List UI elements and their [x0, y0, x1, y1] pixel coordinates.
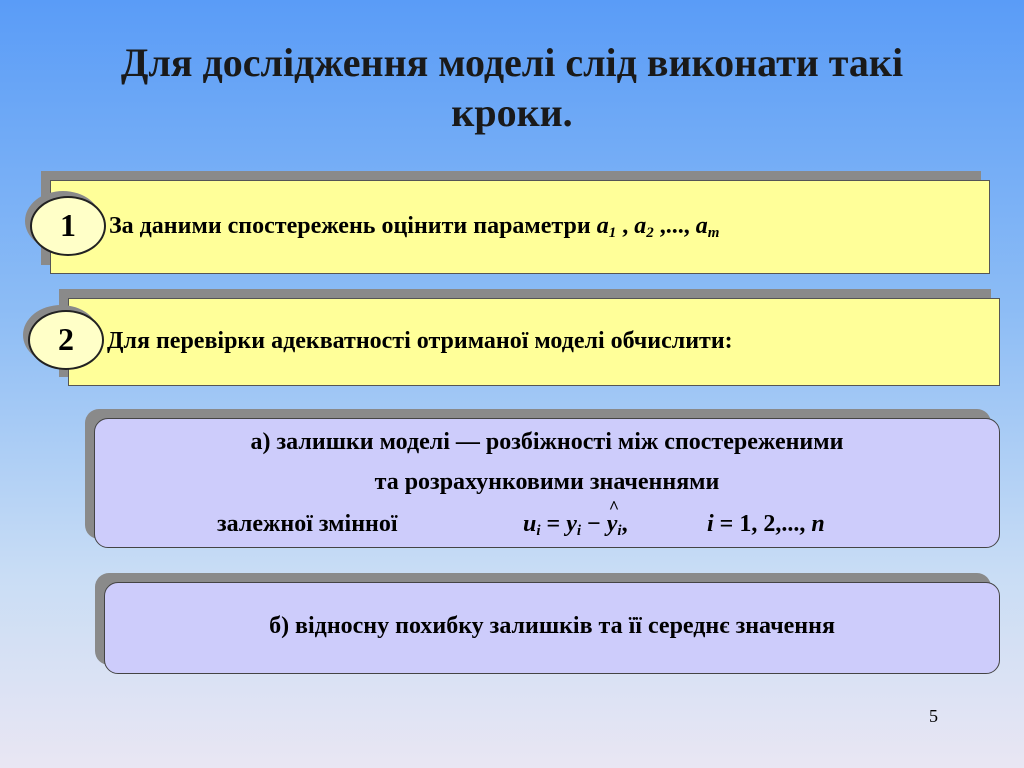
residuals-line-1: а) залишки моделі — розбіжності між спостереженими	[250, 429, 844, 455]
index-range: i = 1, 2,..., n	[707, 511, 825, 537]
step-2-box	[68, 298, 1000, 386]
residual-formula: $u_i = y_i$ − ^ $y_i$,	[523, 511, 628, 540]
step-1-label: За даними спостережень оцінити параметри	[109, 213, 597, 239]
page-number: 5	[929, 706, 938, 726]
param-a1: $a_1$	[596, 213, 617, 241]
step-2-number: 2	[58, 321, 74, 357]
residuals-line-3: залежної змінної	[217, 511, 398, 537]
slide-title	[40, 38, 984, 138]
step-1-box	[50, 180, 990, 274]
step-1-number-badge	[30, 196, 106, 256]
relative-error-text: б) відносну похибку залишків та її середнє значення	[269, 613, 835, 639]
title-line-1: Для дослідження моделі слід виконати такі	[120, 40, 904, 85]
residuals-line-2: та розрахунковими значеннями	[374, 469, 720, 495]
residuals-box	[94, 418, 1000, 548]
param-am: $a_m$	[695, 213, 720, 241]
param-a2: $a_2$	[634, 213, 654, 241]
step-1-text: За даними спостережень оцінити параметри $a_1$ , $a_2$ ,..., $a_m$	[109, 213, 720, 241]
title-line-2: кроки.	[451, 90, 573, 135]
relative-error-box	[104, 582, 1000, 674]
step-2-number-badge	[28, 310, 104, 370]
step-1-number: 1	[60, 207, 76, 243]
step-2-text: Для перевірки адекватності отриманої моделі обчислити:	[107, 328, 733, 354]
